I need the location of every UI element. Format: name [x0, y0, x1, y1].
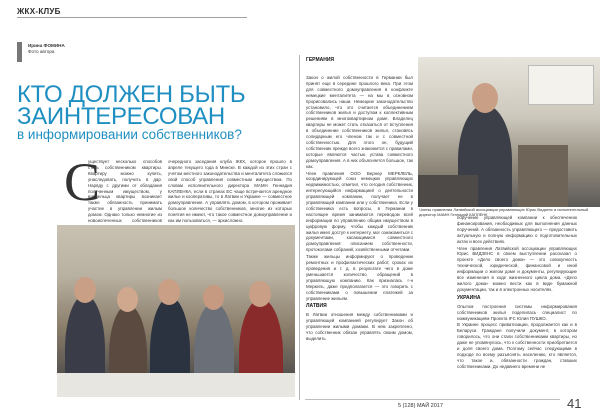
article-title [17, 81, 317, 130]
column-2 [168, 159, 292, 225]
title-line-2: ЗАИНТЕРЕСОВАН [17, 103, 225, 130]
column-divider [299, 55, 300, 400]
footer-rule [305, 399, 560, 400]
column-3-text-c: Также жильцы информируют о проведении ремонтных и профилактических работ, сроках их проведения и т. д. в результате чего в доме уменьшается количество обращений в управляющую компанию. Как призналась г-н Меркель, даже предполагается — это говорить с собственниками о повышении платежей за управление жильем. [306, 254, 413, 301]
section-header: ЖКХ-КЛУБ [17, 7, 61, 16]
column-4-text-b: Член правления Латвийской ассоциации управляющих Юрис ВИДЗЕНС в своем выступлении рассказал о проекте «Дело своего дома» — это совокупность технической, юридической, финансовой и иной информации о жилом доме и документы, регулирующие все изменения в ходе жизненного цикла дома. «Дело жилого дома» можно вести как в виде бумажной документации, так и в электронных носителях. [457, 245, 577, 292]
author-bar [17, 42, 22, 62]
column-3-text-a: Закон о жилой собственности в Германии был принят еще в середине прошлого века. При этом для совместного домоуправления в конфликте немецкие менталитета — на мы в основном прорисовались наши. Немецкие законодательство установило, что это считается объединением собственников жилья и доступом к коллективным решениям в многоквартирном доме. Владелец квартиры не может стать отказаться от вступления в объединение собственников жилья, становясь солидарным его членом так и с совместной собственностью. Для этого он, будущий собственник прежде всего знакомится с правилами, которые являются частью устава совместного домоуправления. А в них объясняется большое, так как. [306, 75, 413, 169]
page-number: 41 [567, 396, 582, 411]
section-germany: ГЕРМАНИЯ [306, 57, 335, 63]
issue-info: 5 (128) МАЙ 2017 [398, 403, 443, 409]
column-4-text-c: Опытом построения системы информирования собственников жилья поделилась специалист по коммуникациям Проекта IFC Юлия ПУШКО. [457, 303, 577, 321]
column-2-text: очередного заседания клуба ЖКХ, которое прошло в апреле текущего года в Минске. В каждой из этих стран с учетом местного законодательства и менталитета сложился свой способ управления совместным имуществом. По словам исполнительного директора МАМН Геннадия КАПЛЕНКА, если в странах ЕС чаще встречается арендное жилье и кооперативы, то в Латвии и Украине — совместное домоуправление. А управлять домом, в котором проживает большое количество собственников, многие из которых понятия не имеют, что такое совместное домоуправление и как им пользоваться, — архисложно. [168, 159, 292, 224]
article-subtitle: в информировании собственников? [17, 127, 242, 142]
title-line-1: КТО ДОЛЖЕН БЫТЬ [17, 81, 246, 108]
column-3-text-d: В Латвии отношения между собственниками и управляющей компанией регулирует Закон об управлении жилыми домами. В нем закреплено, что собственник обязан управлять своим домом, выделить [306, 312, 413, 341]
header-rule [17, 17, 247, 18]
dropcap: С [64, 152, 101, 212]
column-1-text: уществует несколько способов стать собственником квартиры. Квартиру можно купить, унаследовать, получить в дар. Наряду с другими от обладания полученным имуществом, у владельца квартиры возникает также обязанность принимать участие в управлении жилым домом. Однако только немногие из новоиспеченных собственников [88, 159, 162, 224]
photo-caption: Члены правления Латвийской ассоциации управляющих Юрис Видзенс и исполнительный директор МАМН Геннадий КАПЛЕНК [419, 207, 589, 217]
column-4 [457, 215, 577, 371]
section-latvia: ЛАТВИЯ [306, 303, 327, 310]
column-3 [306, 75, 413, 343]
speaker-photo [418, 57, 600, 207]
meeting-photo [57, 225, 295, 397]
author-block [28, 43, 65, 55]
section-ukraine: УКРАИНА [457, 294, 481, 301]
column-3-text-b: Член правления ООО Вернер МЕРКЛЕЛЬ, координирующей союз немецких управляющих недвижимостью, отметил, что сегодня собственник, интересующийся информацией о деятельности управляющей компании, получает ее в управляющей компании или у собственника. Если у собственника есть вопросы, в Германии в настоящее время занимаются переводом всей информации по управлению общим имуществом в цифровую форму, чтобы каждый собственник жилья имел доступ к интернету, мог ознакомиться с документами, касающимися совместного домоуправления: описанием собственности, протоколами собраний, хозяйственными отчетами. [306, 170, 413, 253]
photo-credit: Фото автора [28, 49, 55, 54]
author-name: Ирина ФОМИНА [28, 43, 65, 48]
column-4-text-d: В Украине процесс приватизации, продолжается как и в Беларуси. Граждане получили документ, в котором говорилось, что они стали собственниками квартиры, но даже не упомянулось, что к собственности приобретается и доля своего дома. Поэтому сейчас следующими в подходе по всему разъяснять населению, кто является, что такое и, обязанности граждан, ставших собственниками. До недавнего времени не [457, 322, 577, 369]
column-4-text-a: поручение управляющей компании к обеспечению финансирования, необходимых для выполнения данных поручений. А обязанность управляющего — предоставить актуальную и полную информацию о подготовительных актах и всех действиях. [457, 215, 577, 244]
